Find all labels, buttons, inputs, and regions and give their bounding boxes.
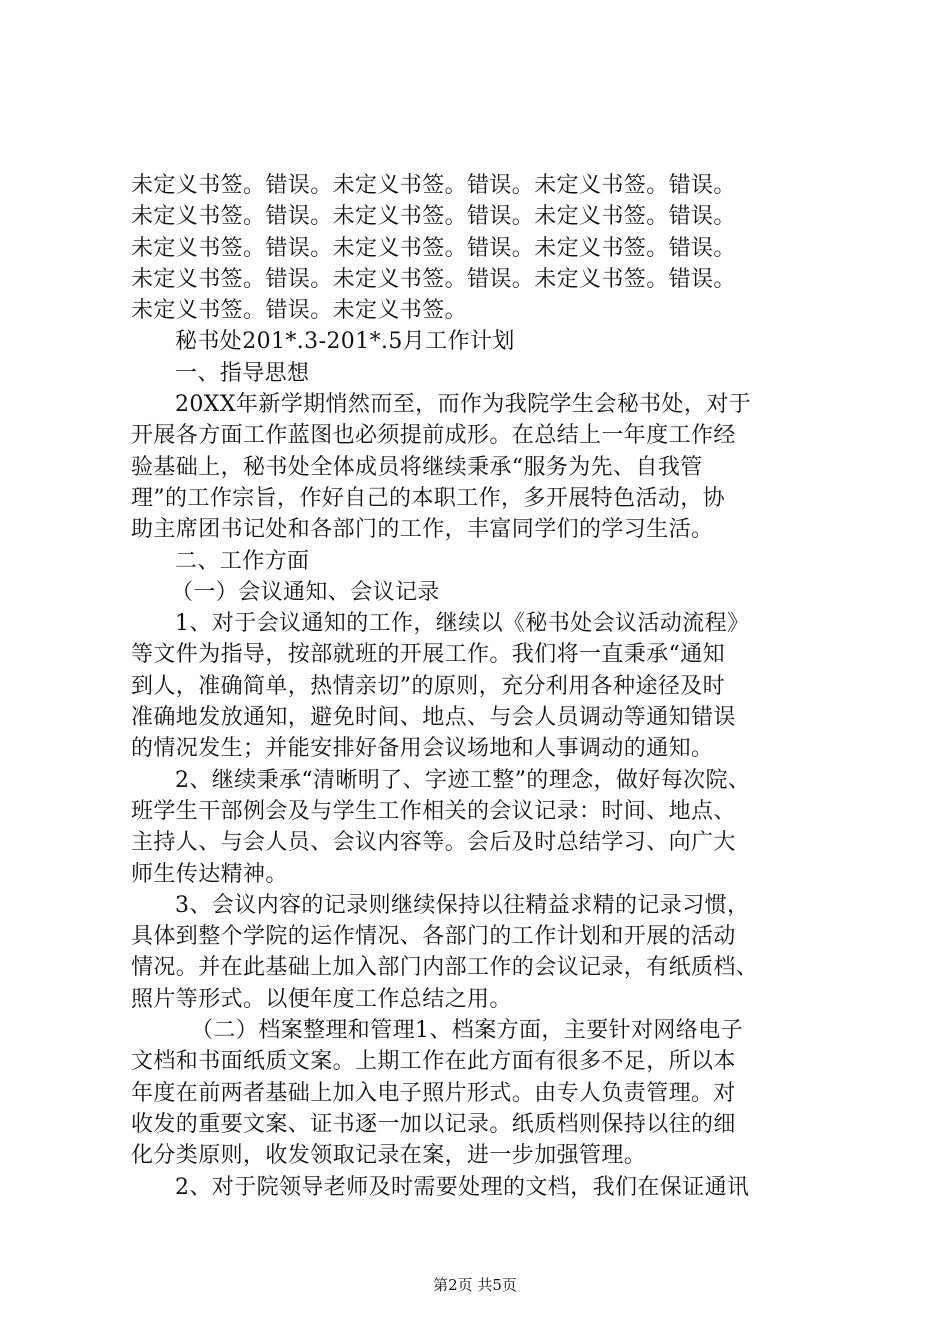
text-line: 助主席团书记处和各部门的工作，丰富同学们的学习生活。 bbox=[131, 517, 714, 543]
text-line: 验基础上，秘书处全体成员将继续秉承“服务为先、自我管 bbox=[131, 454, 703, 480]
text-line: 照片等形式。以便年度工作总结之用。 bbox=[131, 986, 512, 1012]
text-line: 未定义书签。错误。未定义书签。错误。未定义书签。错误。 bbox=[131, 173, 736, 198]
text-line: 1、对于会议通知的工作，继续以《秘书处会议活动流程》 bbox=[175, 611, 750, 637]
text-line: 秘书处201*.3-201*.5月工作计划 bbox=[175, 329, 515, 355]
text-line: 等文件为指导，按部就班的开展工作。我们将一直秉承“通知 bbox=[131, 642, 726, 668]
text-line: 年度在前两者基础上加入电子照片形式。由专人负责管理。对 bbox=[131, 1080, 736, 1106]
text-line: 具体到整个学院的运作情况、各部门的工作计划和开展的活动 bbox=[131, 924, 736, 950]
text-line: 3、会议内容的记录则继续保持以往精益求精的记录习惯， bbox=[175, 892, 750, 918]
page-footer: 第2页 共5页 bbox=[433, 1276, 517, 1294]
text-line: 情况。并在此基础上加入部门内部工作的会议记录，有纸质档、 bbox=[131, 955, 759, 981]
text-line: 2、对于院领导老师及时需要处理的文档，我们在保证通讯 bbox=[175, 1174, 750, 1200]
text-line: 的情况发生；并能安排好备用会议场地和人事调动的通知。 bbox=[131, 736, 714, 762]
text-line: 理”的工作宗旨，作好自己的本职工作，多开展特色活动，协 bbox=[131, 485, 726, 511]
text-line: 未定义书签。错误。未定义书签。错误。未定义书签。错误。 bbox=[131, 204, 736, 230]
text-line: 主持人、与会人员、会议内容等。会后及时总结学习、向广大 bbox=[131, 830, 736, 856]
text-line: 20XX年新学期悄然而至，而作为我院学生会秘书处，对于 bbox=[175, 392, 752, 418]
text-line: （二）档案整理和管理1、档案方面，主要针对网络电子 bbox=[191, 1018, 743, 1044]
text-line: 文档和书面纸质文案。上期工作在此方面有很多不足，所以本 bbox=[131, 1049, 736, 1075]
text-line: 收发的重要文案、证书逐一加以记录。纸质档则保持以往的细 bbox=[131, 1111, 736, 1137]
text-line: 二、工作方面 bbox=[175, 548, 310, 574]
text-line: 未定义书签。错误。未定义书签。 bbox=[131, 298, 468, 324]
text-line: （一）会议通知、会议记录 bbox=[171, 579, 440, 605]
text-line: 一、指导思想 bbox=[175, 360, 310, 386]
text-line: 师生传达精神。 bbox=[131, 861, 288, 887]
text-line: 班学生干部例会及与学生工作相关的会议记录：时间、地点、 bbox=[131, 798, 736, 824]
text-line: 化分类原则，收发领取记录在案，进一步加强管理。 bbox=[131, 1143, 647, 1169]
text-line: 未定义书签。错误。未定义书签。错误。未定义书签。错误。 bbox=[131, 235, 736, 261]
document-body bbox=[131, 170, 831, 1203]
text-line: 开展各方面工作蓝图也必须提前成形。在总结上一年度工作经 bbox=[131, 423, 736, 449]
text-line: 到人，准确简单，热情亲切”的原则，充分利用各种途径及时 bbox=[131, 673, 726, 699]
text-line: 2、继续秉承“清晰明了、字迹工整”的理念，做好每次院、 bbox=[175, 767, 751, 793]
text-line: 未定义书签。错误。未定义书签。错误。未定义书签。错误。 bbox=[131, 266, 736, 292]
text-line: 准确地发放通知，避免时间、地点、与会人员调动等通知错误 bbox=[131, 705, 736, 731]
